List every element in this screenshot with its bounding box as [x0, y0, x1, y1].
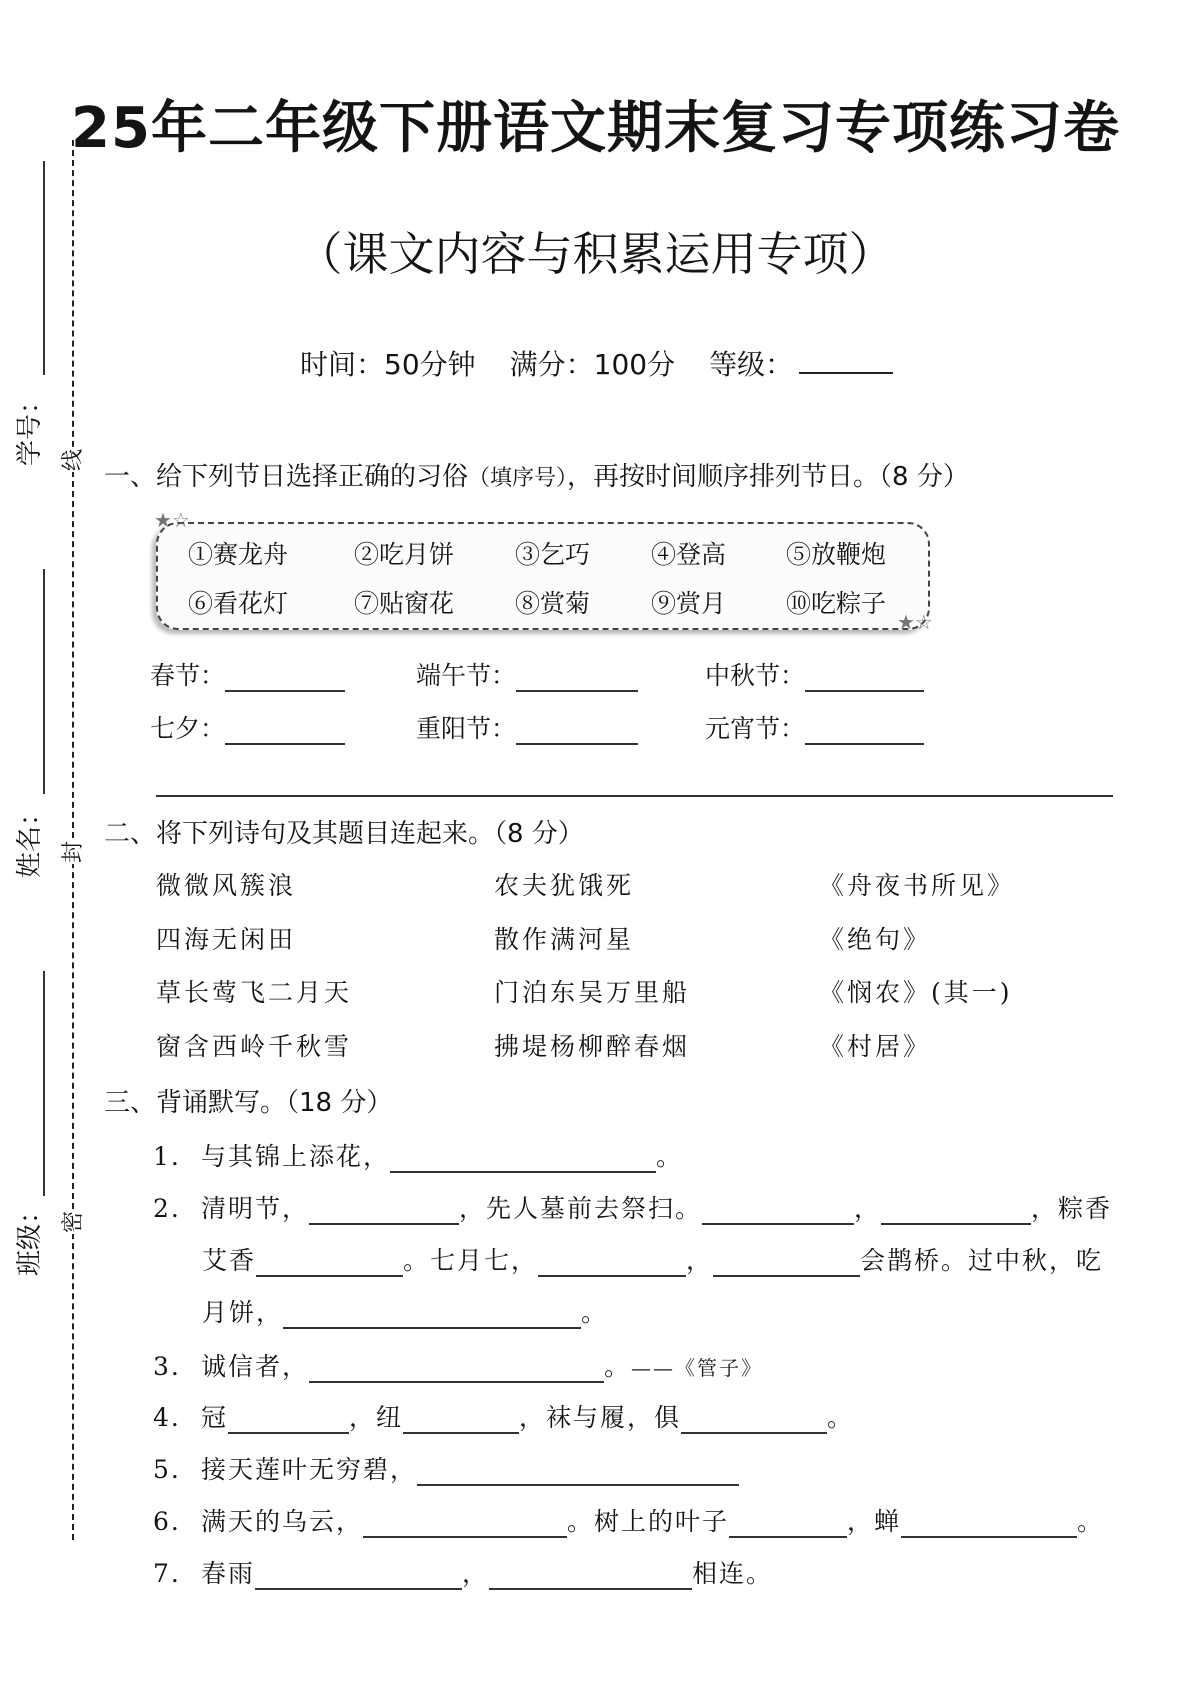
festival-spring — [150, 656, 345, 692]
festival-label: 重阳节： — [416, 714, 517, 743]
festival-lantern — [705, 709, 924, 745]
grade-label: 等级： — [709, 348, 794, 381]
option-item: ①赛龙舟 — [188, 540, 289, 569]
question-text: 。 — [827, 1403, 855, 1432]
name-label: 姓名： — [15, 800, 45, 879]
grade-blank[interactable] — [799, 342, 893, 374]
student-no-label: 学号： — [15, 388, 45, 467]
answer-blank[interactable] — [309, 1353, 604, 1383]
answer-blank[interactable] — [283, 1299, 581, 1329]
option-item: ②吃月饼 — [354, 540, 455, 569]
festival-label: 端午节： — [416, 661, 517, 690]
question-number: 4. — [153, 1403, 181, 1432]
question-text: 冠 — [201, 1403, 229, 1432]
festival-label: 七夕： — [150, 714, 226, 743]
poem-line: 窗含西岭千秋雪 — [156, 1032, 353, 1061]
seal-line-label: 线 — [61, 449, 86, 472]
student-no-line[interactable] — [43, 161, 45, 375]
answer-blank[interactable] — [403, 1404, 519, 1434]
question-2-cont2 — [202, 1293, 608, 1329]
section1-heading-note: （填序号） — [468, 466, 568, 491]
page-subtitle: （课文内容与积累运用专项） — [296, 227, 895, 281]
option-item: ④登高 — [651, 540, 727, 569]
name-line[interactable] — [43, 569, 45, 794]
question-text: 相连。 — [692, 1559, 774, 1588]
question-text: 会鹊桥。过中秋，吃 — [860, 1246, 1104, 1275]
answer-blank[interactable] — [225, 715, 345, 745]
class-line[interactable] — [43, 971, 45, 1196]
poem-line: 门泊东吴万里船 — [494, 978, 691, 1007]
option-item: ③乞巧 — [515, 540, 591, 569]
answer-blank[interactable] — [309, 1195, 459, 1225]
answer-blank[interactable] — [225, 662, 345, 692]
star-icon: ★☆ — [897, 610, 933, 634]
question-text: 春雨 — [201, 1559, 256, 1588]
festival-label: 中秋节： — [705, 661, 806, 690]
question-1 — [153, 1137, 683, 1173]
question-4 — [153, 1398, 854, 1434]
question-number: 7. — [153, 1559, 181, 1588]
answer-blank[interactable] — [713, 1247, 860, 1277]
poem-line: 散作满河星 — [494, 925, 635, 954]
festival-dragon-boat — [416, 656, 638, 692]
question-text: 。 — [604, 1352, 632, 1381]
poem-line: 农夫犹饿死 — [494, 871, 635, 900]
seal-seal-label: 封 — [61, 841, 86, 864]
question-number: 1. — [153, 1142, 181, 1171]
question-text: ， — [854, 1194, 882, 1223]
answer-blank[interactable] — [881, 1195, 1031, 1225]
answer-blank[interactable] — [390, 1143, 656, 1173]
answer-blank[interactable] — [363, 1508, 567, 1538]
question-text: 。七月七， — [403, 1246, 539, 1275]
question-number: 3. — [153, 1352, 181, 1381]
answer-blank[interactable] — [516, 662, 638, 692]
poem-line: 拂堤杨柳醉春烟 — [494, 1032, 691, 1061]
question-text: ，袜与履，俱 — [519, 1403, 682, 1432]
question-text: ，先人墓前去祭扫。 — [459, 1194, 703, 1223]
poem-title: 《悯农》(其一) — [819, 978, 1013, 1007]
question-text: 诚信者， — [201, 1352, 310, 1381]
question-text: 清明节， — [201, 1194, 310, 1223]
answer-blank[interactable] — [805, 662, 924, 692]
section1-heading — [104, 456, 969, 493]
question-text: ，粽香 — [1031, 1194, 1113, 1223]
exam-meta — [300, 342, 893, 383]
full-score: 满分：100分 — [509, 348, 676, 381]
option-item: ⑧赏菊 — [515, 589, 591, 618]
question-7 — [153, 1554, 773, 1590]
answer-blank[interactable] — [729, 1508, 847, 1538]
festival-qixi — [150, 709, 345, 745]
answer-blank[interactable] — [516, 715, 638, 745]
question-text: ，纽 — [349, 1403, 404, 1432]
poem-title: 《舟夜书所见》 — [819, 871, 1016, 900]
festival-double-ninth — [416, 709, 638, 745]
answer-blank[interactable] — [417, 1456, 739, 1486]
question-3 — [153, 1347, 763, 1383]
answer-blank[interactable] — [228, 1404, 349, 1434]
question-6 — [153, 1502, 1104, 1538]
question-2 — [153, 1189, 1112, 1225]
festival-label: 元宵节： — [705, 714, 806, 743]
question-text: 月饼， — [202, 1298, 284, 1327]
class-label: 班级： — [15, 1198, 45, 1277]
seal-secret-label: 密 — [61, 1211, 86, 1234]
option-item: ⑤放鞭炮 — [786, 540, 887, 569]
poem-line: 四海无闲田 — [156, 925, 297, 954]
question-source: ——《管子》 — [631, 1356, 764, 1380]
question-text: 。树上的叶子 — [567, 1507, 730, 1536]
festival-mid-autumn — [705, 656, 924, 692]
poem-title: 《村居》 — [819, 1032, 932, 1061]
question-number: 2. — [153, 1194, 181, 1223]
time-limit: 时间：50分钟 — [300, 348, 476, 381]
question-text: 。 — [581, 1298, 609, 1327]
answer-blank[interactable] — [901, 1508, 1077, 1538]
option-item: ⑨赏月 — [651, 589, 727, 618]
option-item: ⑥看花灯 — [188, 589, 289, 618]
section3-heading: 三、背诵默写。（18 分） — [104, 1088, 393, 1118]
poem-title: 《绝句》 — [819, 925, 932, 954]
question-text: 。 — [1077, 1507, 1105, 1536]
question-text: 艾香 — [202, 1246, 257, 1275]
grade-field — [709, 342, 893, 383]
answer-blank[interactable] — [702, 1195, 854, 1225]
section1-heading-tail: ，再按时间顺序排列节日。（8 分） — [567, 462, 969, 492]
option-item: ⑦贴窗花 — [354, 589, 455, 618]
answer-blank[interactable] — [256, 1247, 403, 1277]
question-5 — [153, 1450, 739, 1486]
option-item: ⑩吃粽子 — [786, 589, 887, 618]
answer-blank[interactable] — [489, 1560, 692, 1590]
order-answer-line[interactable] — [156, 795, 1113, 797]
question-text: 。 — [656, 1142, 684, 1171]
question-text: ， — [462, 1559, 490, 1588]
question-number: 6. — [153, 1507, 181, 1536]
question-text: 接天莲叶无穷碧， — [201, 1455, 418, 1484]
poem-line: 草长莺飞二月天 — [156, 978, 353, 1007]
question-number: 5. — [153, 1455, 181, 1484]
question-text: ，蝉 — [847, 1507, 902, 1536]
star-icon: ★☆ — [154, 508, 190, 532]
question-text: ， — [686, 1246, 714, 1275]
question-text: 满天的乌云， — [201, 1507, 364, 1536]
section1-heading-text: 一、给下列节日选择正确的习俗 — [104, 462, 469, 492]
question-text: 与其锦上添花， — [201, 1142, 391, 1171]
question-2-cont — [202, 1241, 1103, 1277]
answer-blank[interactable] — [255, 1560, 462, 1590]
answer-blank[interactable] — [538, 1247, 686, 1277]
answer-blank[interactable] — [681, 1404, 827, 1434]
festival-label: 春节： — [150, 661, 226, 690]
section2-heading: 二、将下列诗句及其题目连起来。（8 分） — [104, 819, 584, 849]
poem-line: 微微风簇浪 — [156, 871, 297, 900]
answer-blank[interactable] — [805, 715, 924, 745]
page-title: 25年二年级下册语文期末复习专项练习卷 — [71, 96, 1120, 161]
